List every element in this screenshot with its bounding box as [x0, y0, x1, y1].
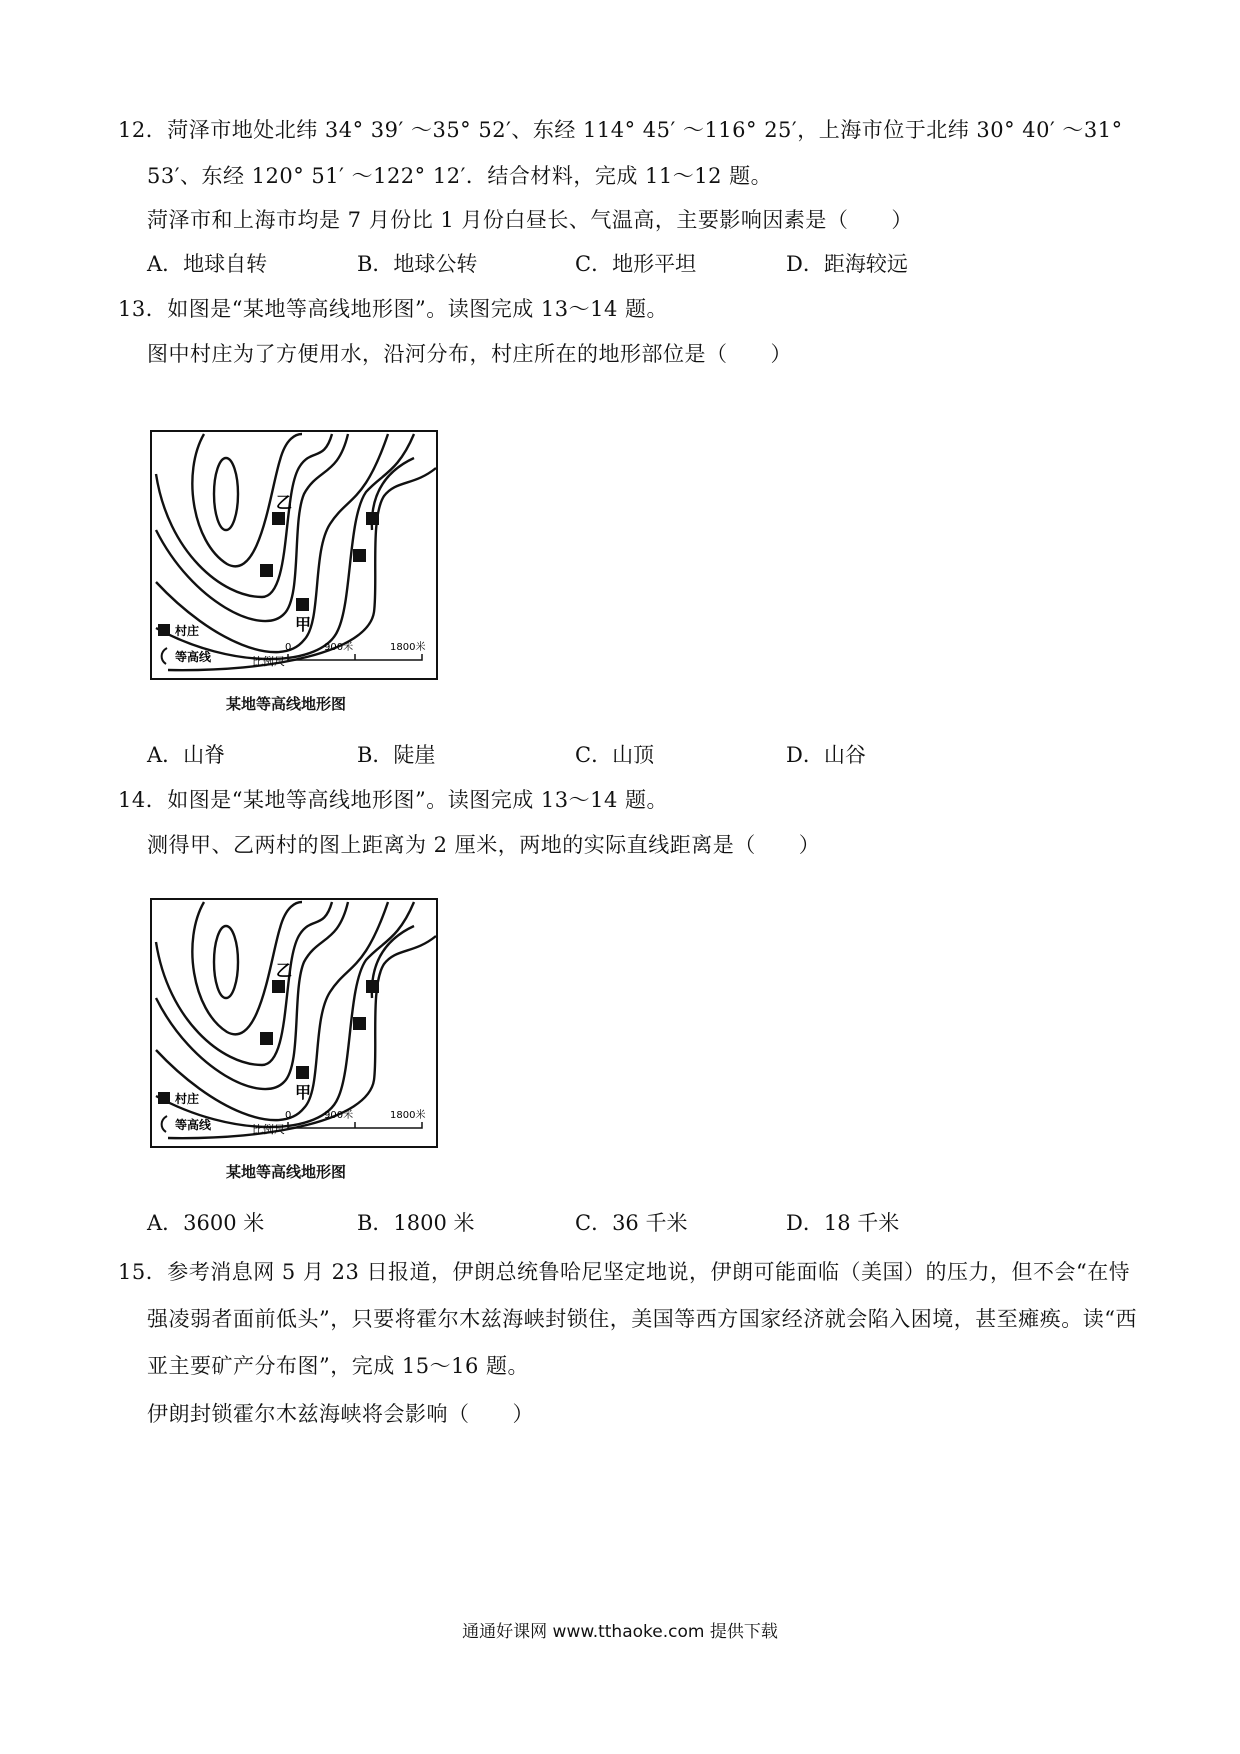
contour-map-svg [152, 900, 436, 1146]
scale-label: 比例尺 [252, 1123, 285, 1136]
q12-line-2: 53′、东经 120° 51′ ～122° 12′．结合材料，完成 11～12 题。 [147, 164, 773, 188]
q13-line-1: 13．如图是“某地等高线地形图”。读图完成 13～14 题。 [118, 297, 668, 321]
contour-map-1 [150, 430, 438, 680]
scale-tick-1800: 1800米 [390, 642, 426, 653]
q12-option-a: A．地球自转 [147, 252, 268, 276]
contour-map-2 [150, 898, 438, 1148]
q14-option-b: B．1800 米 [357, 1211, 475, 1235]
q14-option-a: A．3600 米 [147, 1211, 265, 1235]
q14-line-1: 14．如图是“某地等高线地形图”。读图完成 13～14 题。 [118, 788, 668, 812]
q15-line-1: 15．参考消息网 5 月 23 日报道，伊朗总统鲁哈尼坚定地说，伊朗可能面临（美国）的压力，但不会“在恃 [118, 1260, 1131, 1284]
village-label-jia: 甲 [295, 1083, 312, 1102]
scale-tick-1800: 1800米 [390, 1110, 426, 1121]
q13-option-d: D．山谷 [786, 743, 866, 767]
legend-village: 村庄 [175, 1092, 200, 1106]
q15-line-2: 强凌弱者面前低头”，只要将霍尔木兹海峡封锁住，美国等西方国家经济就会陷入困境，甚至瘫痪。读“西 [147, 1307, 1137, 1331]
q12-option-c: C．地形平坦 [575, 252, 697, 276]
q13-option-b: B．陡崖 [357, 743, 436, 767]
scale-tick-900: 900米 [324, 642, 354, 653]
map-2-caption: 某地等高线地形图 [226, 1163, 347, 1181]
village-label-yi: 乙 [276, 961, 293, 980]
scale-tick-900: 900米 [324, 1110, 354, 1121]
legend-contour: 等高线 [175, 650, 212, 664]
q14-line-2: 测得甲、乙两村的图上距离为 2 厘米，两地的实际直线距离是（ ） [147, 833, 821, 857]
q15-line-4: 伊朗封锁霍尔木兹海峡将会影响（ ） [147, 1402, 534, 1426]
village-label-jia: 甲 [295, 615, 312, 634]
contour-map-svg [152, 432, 436, 678]
legend-village: 村庄 [175, 624, 200, 638]
scale-tick-0: 0 [285, 642, 292, 653]
q12-option-d: D．距海较远 [786, 252, 908, 276]
q13-option-a: A．山脊 [147, 743, 226, 767]
q15-line-3: 亚主要矿产分布图”，完成 15～16 题。 [147, 1354, 530, 1378]
q12-line-3: 菏泽市和上海市均是 7 月份比 1 月份白昼长、气温高，主要影响因素是（ ） [147, 208, 913, 232]
q12-line-1: 12．菏泽市地处北纬 34° 39′ ～35° 52′、东经 114° 45′ ～116° 25′，上海市位于北纬 30° 40′ ～31° [118, 118, 1123, 142]
q14-option-c: C．36 千米 [575, 1211, 688, 1235]
q13-line-2: 图中村庄为了方便用水，沿河分布，村庄所在的地形部位是（ ） [147, 342, 792, 366]
legend-contour: 等高线 [175, 1118, 212, 1132]
scale-label: 比例尺 [252, 655, 285, 668]
q13-option-c: C．山顶 [575, 743, 655, 767]
q12-option-b: B．地球公转 [357, 252, 478, 276]
page-footer: 通通好课网 www.tthaoke.com 提供下载 [462, 1622, 778, 1642]
village-label-yi: 乙 [276, 493, 293, 512]
map-1-caption: 某地等高线地形图 [226, 695, 347, 713]
q14-option-d: D．18 千米 [786, 1211, 900, 1235]
scale-tick-0: 0 [285, 1110, 292, 1121]
